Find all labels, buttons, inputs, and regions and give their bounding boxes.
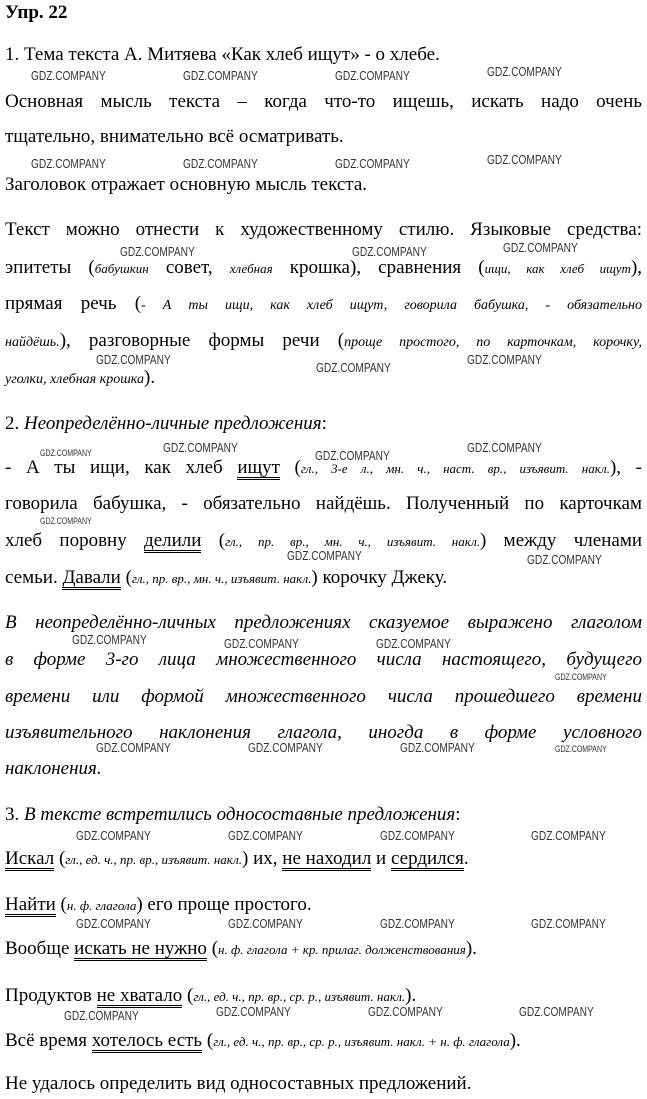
one-part-sentence-1: Искал (гл., ед. ч., пр. вр., изъявит. накл.) их, не находил и сердился. [5,848,469,869]
watermark: GDZ.COMPANY [216,1004,291,1019]
watermark: GDZ.COMPANY [40,448,92,458]
watermark: GDZ.COMPANY [228,828,303,843]
watermark: GDZ.COMPANY [555,672,607,682]
style-line: Текст можно отнести к художественному стилю. Языковые средства: [5,219,642,240]
heading-line: Заголовок отражает основную мысль текста. [5,174,368,195]
main-idea-line-1: Основная мысль текста – когда что-то ищешь, искать надо очень [5,91,642,112]
rule-line-3: времени или формой множественного числа прошедшего времени [5,686,642,707]
watermark: GDZ.COMPANY [467,440,542,455]
watermark: GDZ.COMPANY [531,828,606,843]
watermark: GDZ.COMPANY [31,156,106,171]
watermark: GDZ.COMPANY [400,740,475,755]
watermark: GDZ.COMPANY [315,448,390,463]
watermark: GDZ.COMPANY [163,440,238,455]
watermark: GDZ.COMPANY [555,744,607,754]
watermark: GDZ.COMPANY [467,352,542,367]
watermark: GDZ.COMPANY [76,828,151,843]
exercise-title: Упр. 22 [5,2,68,23]
watermark: GDZ.COMPANY [31,68,106,83]
one-part-sentence-4: Продуктов не хватало (гл., ед. ч., пр. вр., ср. р., изъявит. накл.). [5,985,417,1006]
watermark: GDZ.COMPANY [487,152,562,167]
watermark: GDZ.COMPANY [287,548,362,563]
watermark: GDZ.COMPANY [228,916,303,931]
watermark: GDZ.COMPANY [248,740,323,755]
watermark: GDZ.COMPANY [76,916,151,931]
example-line-4: семьи. Давали (гл., пр. вр., мн. ч., изъявит. накл.) корочку Джеку. [5,567,448,588]
watermark: GDZ.COMPANY [335,68,410,83]
watermark: GDZ.COMPANY [376,636,451,651]
watermark: GDZ.COMPANY [96,352,171,367]
rule-line-5: наклонения. [5,758,102,779]
one-part-sentence-5: Всё время хотелось есть (гл., ед. ч., пр. вр., ср. р., изъявит. накл. + н. ф. глагола). [5,1030,521,1051]
one-part-sentence-3: Вообще искать не нужно (н. ф. глагола + кр. прилаг. долженствования). [5,938,477,959]
watermark: GDZ.COMPANY [352,244,427,259]
conclusion-line: Не удалось определить вид односоставных предложений. [5,1073,472,1094]
watermark: GDZ.COMPANY [503,240,578,255]
watermark: GDZ.COMPANY [316,360,391,375]
watermark: GDZ.COMPANY [224,636,299,651]
watermark: GDZ.COMPANY [96,740,171,755]
watermark: GDZ.COMPANY [183,156,258,171]
epithets-line: эпитеты (бабушкин совет, хлебная крошка), сравнения (ищи, как хлеб ищут), [5,257,643,278]
watermark: GDZ.COMPANY [380,828,455,843]
example-line-2: говорила бабушка, - обязательно найдёшь. Полученный по карточкам [5,493,642,514]
watermark: GDZ.COMPANY [40,516,92,526]
topic-line: 1. Тема текста А. Митяева «Как хлеб ищут» - о хлебе. [5,44,440,65]
watermark: GDZ.COMPANY [72,632,147,647]
one-part-sentence-2: Найти (н. ф. глагола) его проще простого. [5,894,312,915]
colloquial-line-end: уголки, хлебная крошка). [5,367,156,388]
watermark: GDZ.COMPANY [368,1004,443,1019]
colloquial-line: найдёшь.), разговорные формы речи (проще простого, по карточкам, корочку, [5,330,642,351]
section-2-heading: 2. Неопределённо-личные предложения: [5,413,327,434]
watermark: GDZ.COMPANY [64,1008,139,1023]
rule-line-1: В неопределённо-личных предложениях сказуемое выражено глаголом [5,612,642,633]
watermark: GDZ.COMPANY [183,68,258,83]
watermark: GDZ.COMPANY [487,64,562,79]
rule-line-2: в форме 3-го лица множественного числа настоящего, будущего [5,649,642,670]
direct-speech-line: прямая речь (- А ты ищи, как хлеб ищут, говорила бабушка, - обязательно [5,293,642,314]
example-line-3: хлеб поровну делили (гл., пр. вр., мн. ч., изъявит. накл.) между членами [5,530,643,551]
watermark: GDZ.COMPANY [527,552,602,567]
watermark: GDZ.COMPANY [335,156,410,171]
example-line-1: - А ты ищи, как хлеб ищут (гл., 3-е л., мн. ч., наст. вр., изъявит. накл.), - [5,457,643,478]
section-3-heading: 3. В тексте встретились односоставные предложения: [5,804,461,825]
watermark: GDZ.COMPANY [120,244,195,259]
main-idea-line-2: тщательно, внимательно всё осматривать. [5,126,344,147]
watermark: GDZ.COMPANY [519,1004,594,1019]
watermark: GDZ.COMPANY [531,916,606,931]
watermark: GDZ.COMPANY [380,916,455,931]
rule-line-4: изъявительного наклонения глагола, иногда в форме условного [5,722,642,743]
